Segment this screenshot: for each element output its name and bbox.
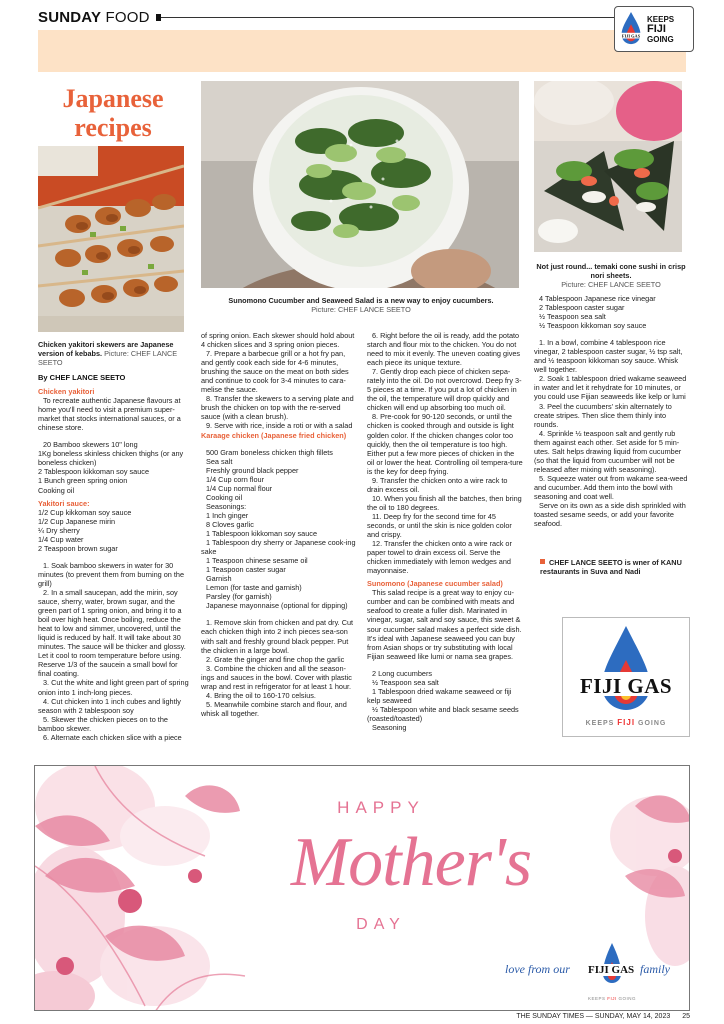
- ingredient: Japanese mayonnaise (optional for dipping): [206, 601, 348, 611]
- spacer: [534, 330, 690, 338]
- ingredient: Cooking oil: [206, 492, 243, 502]
- ingredient: 2 Teaspoon brown sugar: [38, 543, 118, 553]
- section-rule: [156, 17, 618, 18]
- page-footer: [34, 1013, 690, 1024]
- method-step: 11. Deep fry for the second time for 45 seconds, or until the skin is nice golden color and crispy.: [367, 511, 512, 540]
- section-title-bold: SUNDAY: [38, 8, 102, 26]
- slogan-word: GOING: [638, 720, 667, 727]
- author-note-text: CHEF LANCE SEETO is wner of KANU restaurants in Suva and Nadi: [540, 558, 682, 576]
- method-step: 2. In a small saucepan, add the mirin, soy sauce, sherry, water, brown sugar, and the green part of 1 spring onion, and bring it to a boil over high heat. Once boiling, reduce the heat to low and simmer, uncovered, until the liquid is reduced by half. It will take about 30 minutes. The sauce will be thicker and glossy. Let it cool to room temperature before using. Reserve 1/3 of the saucein a small bowl for final coating.: [38, 587, 186, 679]
- section-title: [38, 9, 150, 26]
- ingredient: 8 Cloves garlic: [206, 519, 254, 529]
- temaki-photo-credit: Picture: CHEF LANCE SEETO: [561, 280, 661, 289]
- bullet-square-icon: [540, 559, 545, 564]
- md-fiji-gas-brand: FIJI GAS: [588, 964, 635, 976]
- method-step: 6. Alternate each chicken slice with a piece: [43, 732, 182, 742]
- method-step: 4. Sprinkle ½ teaspoon salt and gently rub them against each other. Set aside for 5 min-utes. Salt helps drawing liquid from cucumber (so that the liquid from cucumber will not be released after mixing with seasoning).: [534, 428, 682, 474]
- mothers-script-text: Mother's: [290, 824, 532, 901]
- badge-slogan: [647, 15, 674, 44]
- method-step: 6. Right before the oil is ready, add the potato starch and flour mix to the chicken. You do not need to mix it evenly. The uneven coating gives each piece its unique texture.: [367, 331, 521, 368]
- ingredient: 1/4 Cup normal flour: [206, 483, 273, 493]
- method-step: 7. Gently drop each piece of chicken sepa-rately into the oil. Do not overcrowd. Deep fry 3-5 pieces at a time. If you put a lot of chicken in the oil, the temperature will drop quickly and chicken will end up absorbing too much oil.: [367, 367, 522, 413]
- method-step: 3. Peel the cucumbers' skin alternately to create stripes. Then slice them thinly into rounds.: [534, 401, 672, 429]
- slogan-word: KEEPS: [588, 996, 606, 1001]
- ingredient: ½ Teaspoon sea salt: [372, 677, 439, 687]
- badge-brand-text: FIJI GAS: [621, 33, 641, 39]
- fiji-gas-brand: FIJI GAS: [579, 674, 673, 698]
- sunomono-caption: [201, 296, 521, 314]
- gas-flame-icon: [598, 624, 654, 720]
- gas-flame-icon: [619, 11, 643, 47]
- method-step: 1. Soak bamboo skewers in water for 30 minutes (to prevent them from burning on the grill): [38, 560, 185, 588]
- column-3: [367, 331, 523, 732]
- method-step: 2. Soak 1 tablespoon dried wakame seaweed in water and let it rehydrate for 10 minutes, or you could use Fijian seaweeds like kelp or lumi: [534, 374, 687, 402]
- method-step: 4. Bring the oil to 160-170 celsius.: [206, 690, 316, 700]
- section-header: [38, 6, 618, 28]
- ingredient: 1/2 Cup kikkoman soy sauce: [38, 507, 132, 517]
- method-step: 5. Squeeze water out from wakame sea-weed and cucumber. Add them into the bowl with seasoning and coat well.: [534, 473, 688, 501]
- method-step: 5. Skewer the chicken pieces on to the bamboo skewer.: [38, 714, 168, 733]
- temaki-caption-text: Not just round... temaki cone sushi in crisp nori sheets.: [536, 262, 686, 280]
- method-step: 9. Transfer the chicken onto a wire rack to drain excess oil.: [367, 475, 508, 494]
- yakitori-caption-text: Chicken yakitori skewers are Japanese version of kebabs.: [38, 340, 174, 358]
- ingredient: 1/4 Cup water: [38, 534, 84, 544]
- badge-line-3: GOING: [647, 34, 674, 44]
- sunomono-photo: [201, 81, 519, 288]
- badge-line-1: KEEPS: [647, 14, 675, 24]
- newspaper-dateline: THE SUNDAY TIMES — SUNDAY, MAY 14, 2023: [516, 1013, 671, 1020]
- ingredient: Garnish: [206, 574, 232, 584]
- ingredient: Seasoning: [372, 722, 407, 732]
- temaki-photo: [534, 81, 682, 252]
- method-step: 3. Cut the white and light green part of spring onion into 1 inch-long pieces.: [38, 678, 189, 697]
- method-step: 10. When you finish all the batches, then bring the oil to 180 degrees.: [367, 493, 522, 512]
- method-step: 2. Grate the ginger and fine chop the garlic: [206, 654, 345, 664]
- spacer: [38, 553, 190, 561]
- title-line-2: recipes: [74, 113, 152, 142]
- method-step: 3. Combine the chicken and all the season-ings and sauces in the bowl. Cover with plastic wrap and rest in refrigerator for at least 1 hour.: [201, 663, 352, 691]
- family-text: family: [640, 962, 670, 976]
- section-title-rest: FOOD: [105, 8, 150, 26]
- yakitori-photo: [38, 146, 184, 332]
- ingredient: 2 Tablespoon caster sugar: [539, 303, 625, 313]
- ingredient: Seasonings:: [206, 501, 247, 511]
- love-from-text: love from our: [505, 962, 570, 976]
- ingredient: ¼ Dry sherry: [38, 525, 80, 535]
- ingredient: 1 Tablespoon kikkoman soy sauce: [206, 528, 318, 538]
- method-step: 5. Meanwhile combine starch and flour, and whisk all together.: [201, 699, 347, 718]
- heading-chicken-yakitori: Chicken yakitori: [38, 387, 95, 397]
- fiji-gas-ad: [562, 617, 690, 737]
- day-text: DAY: [356, 916, 406, 933]
- happy-text: HAPPY: [337, 798, 425, 817]
- spacer: [38, 432, 190, 440]
- ingredient: 1 Inch ginger: [206, 510, 249, 520]
- ingredient: 2 Long cucumbers: [372, 668, 433, 678]
- ingredient: 1Kg boneless skinless chicken thighs (or any boneless chicken): [38, 449, 184, 468]
- ingredient: 1/4 Cup corn flour: [206, 474, 265, 484]
- article-title: [38, 84, 188, 142]
- ingredient: Cooking oil: [38, 485, 75, 495]
- ingredient: 20 Bamboo skewers 10" long: [43, 440, 138, 450]
- fiji-gas-header-badge: [614, 6, 694, 52]
- spacer: [201, 610, 356, 618]
- header-band: [38, 30, 686, 72]
- column-2: [201, 331, 356, 718]
- method-step: 1. Remove skin from chicken and pat dry. Cut each chicken thigh into 2 inch pieces sea-son with salt and freshly ground black pepper. Put the chicken in a large bowl.: [201, 618, 354, 655]
- method-step: 1. In a bowl, combine 4 tablespoon rice vinegar, 2 tablespoon caster sugar, ½ tsp salt, and ½ teaspoon kikkoman soy sauce. Whisk well together.: [534, 338, 683, 375]
- slogan-word: GOING: [618, 996, 637, 1001]
- ingredient: Lemon (for taste and garnish): [206, 583, 302, 593]
- spacer: [201, 440, 356, 448]
- ingredient: ½ Teaspoon kikkoman soy sauce: [539, 321, 647, 331]
- yakitori-caption: [38, 340, 190, 367]
- ingredient: Freshly ground black pepper: [206, 465, 299, 475]
- ingredient: 1 Bunch green spring onion: [38, 476, 128, 486]
- method-step: of spring onion. Each skewer should hold about 4 chicken slices and 3 spring onion pieces.: [201, 331, 355, 350]
- ingredient: 2 Tablespoon kikkoman soy sauce: [38, 467, 150, 477]
- spacer: [367, 661, 523, 669]
- sunomono-caption-text: Sunomono Cucumber and Seaweed Salad is a new way to enjoy cucumbers.: [228, 296, 494, 305]
- slogan-word-fiji: FIJI: [607, 996, 617, 1001]
- title-line-1: Japanese: [62, 84, 164, 113]
- slogan-word-fiji: FIJI: [617, 718, 636, 727]
- method-step: 8. Transfer the skewers to a serving plate and brush the chicken on top with the re-served sauce (with a clean brush).: [201, 394, 354, 422]
- ingredient: 1 Teaspoon caster sugar: [206, 565, 286, 575]
- page-header: [0, 0, 724, 75]
- ingredient: 4 Tablespoon Japanese rice vinegar: [539, 294, 656, 303]
- ingredient: ½ Teaspoon sea salt: [539, 312, 606, 322]
- yakitori-intro: To recreate authentic Japanese flavours at home you'll need to visit a premium super-market that stocks international sauces, or a chinese store.: [38, 396, 181, 433]
- method-step: 9. Serve with rice, inside a roti or with a salad: [206, 421, 353, 431]
- yakitori-photo-credit: Picture: CHEF LANCE SEETO: [38, 349, 178, 367]
- method-step: 4. Cut chicken into 1 inch cubes and lightly season with 2 tablespoon soy: [38, 696, 181, 715]
- method-step: 12. Transfer the chicken onto a wire rack or paper towel to drain excess oil. Serve the chicken immediately with lemon wedges and mayonnaise.: [367, 539, 512, 576]
- ingredient: 1 Tablespoon dry sherry or Japanese cook-ing sake: [201, 538, 356, 557]
- mothers-day-ad: [34, 765, 690, 1011]
- byline: By CHEF LANCE SEETO: [38, 373, 126, 382]
- author-note: [540, 558, 690, 576]
- ingredient: Sea salt: [206, 456, 233, 466]
- badge-line-2: FIJI: [647, 22, 666, 35]
- ingredient: 1 Tablespoon dried wakame seaweed or fiji kelp seaweed: [367, 686, 512, 705]
- ingredient: 1/2 Cup Japanese mirin: [38, 516, 116, 526]
- md-slogan: [588, 996, 636, 1001]
- column-4: [534, 294, 690, 528]
- ingredient: 500 Gram boneless chicken thigh fillets: [206, 447, 333, 457]
- ingredient: 1 Teaspoon chinese sesame oil: [206, 556, 308, 566]
- sunomono-intro: This salad recipe is a great way to enjoy cu-cumber and can be combined with meats and seafood to create a fuller dish. Marinated in vinegar, sugar, salt and soy sauce, this sweet & sour cucumber salad makes a perfect side dish. It's ideal with Japanese seaweed you can buy from Asian shops or try substituting with local Fijian seaweed like lumi or nama sea grapes.: [367, 588, 522, 661]
- ingredient: ½ Tablespoon white and black sesame seeds (roasted/toasted): [367, 704, 519, 723]
- column-1: [38, 373, 190, 742]
- heading-yakitori-sauce: Yakitori sauce:: [38, 498, 90, 508]
- temaki-caption: [534, 262, 688, 289]
- method-step: Serve on its own as a side dish sprinkled with toasted sesame seeds, or add your favorite seafood.: [534, 501, 686, 529]
- heading-karaage-chicken: Karaage chicken (Japanese fried chicken): [201, 430, 347, 440]
- slogan-word: KEEPS: [585, 720, 615, 727]
- method-step: 8. Pre-cook for 90-120 seconds, or until the chicken is cooked through and outside is light golden color. If the chicken changes color too quickly, then the oil temperature is too high. Either put a few more pieces of chicken in the oil or lower the heat. Controlling oil tempera-ture is the key for deep frying.: [367, 412, 523, 476]
- heading-sunomono: Sunomono (Japanese cucumber salad): [367, 579, 503, 589]
- method-step: 7. Prepare a barbecue grill or a hot fry pan, and gently cook each side for 4-6 minutes, brushing the sauce on the meat on both sides and continue to cook for 3-4 minutes to cara-melise the sauce.: [201, 349, 349, 395]
- fiji-gas-slogan: [563, 718, 689, 727]
- page-number: 25: [682, 1013, 690, 1020]
- ingredient: Parsley (for garnish): [206, 592, 272, 602]
- sunomono-photo-credit: Picture: CHEF LANCE SEETO: [311, 305, 411, 314]
